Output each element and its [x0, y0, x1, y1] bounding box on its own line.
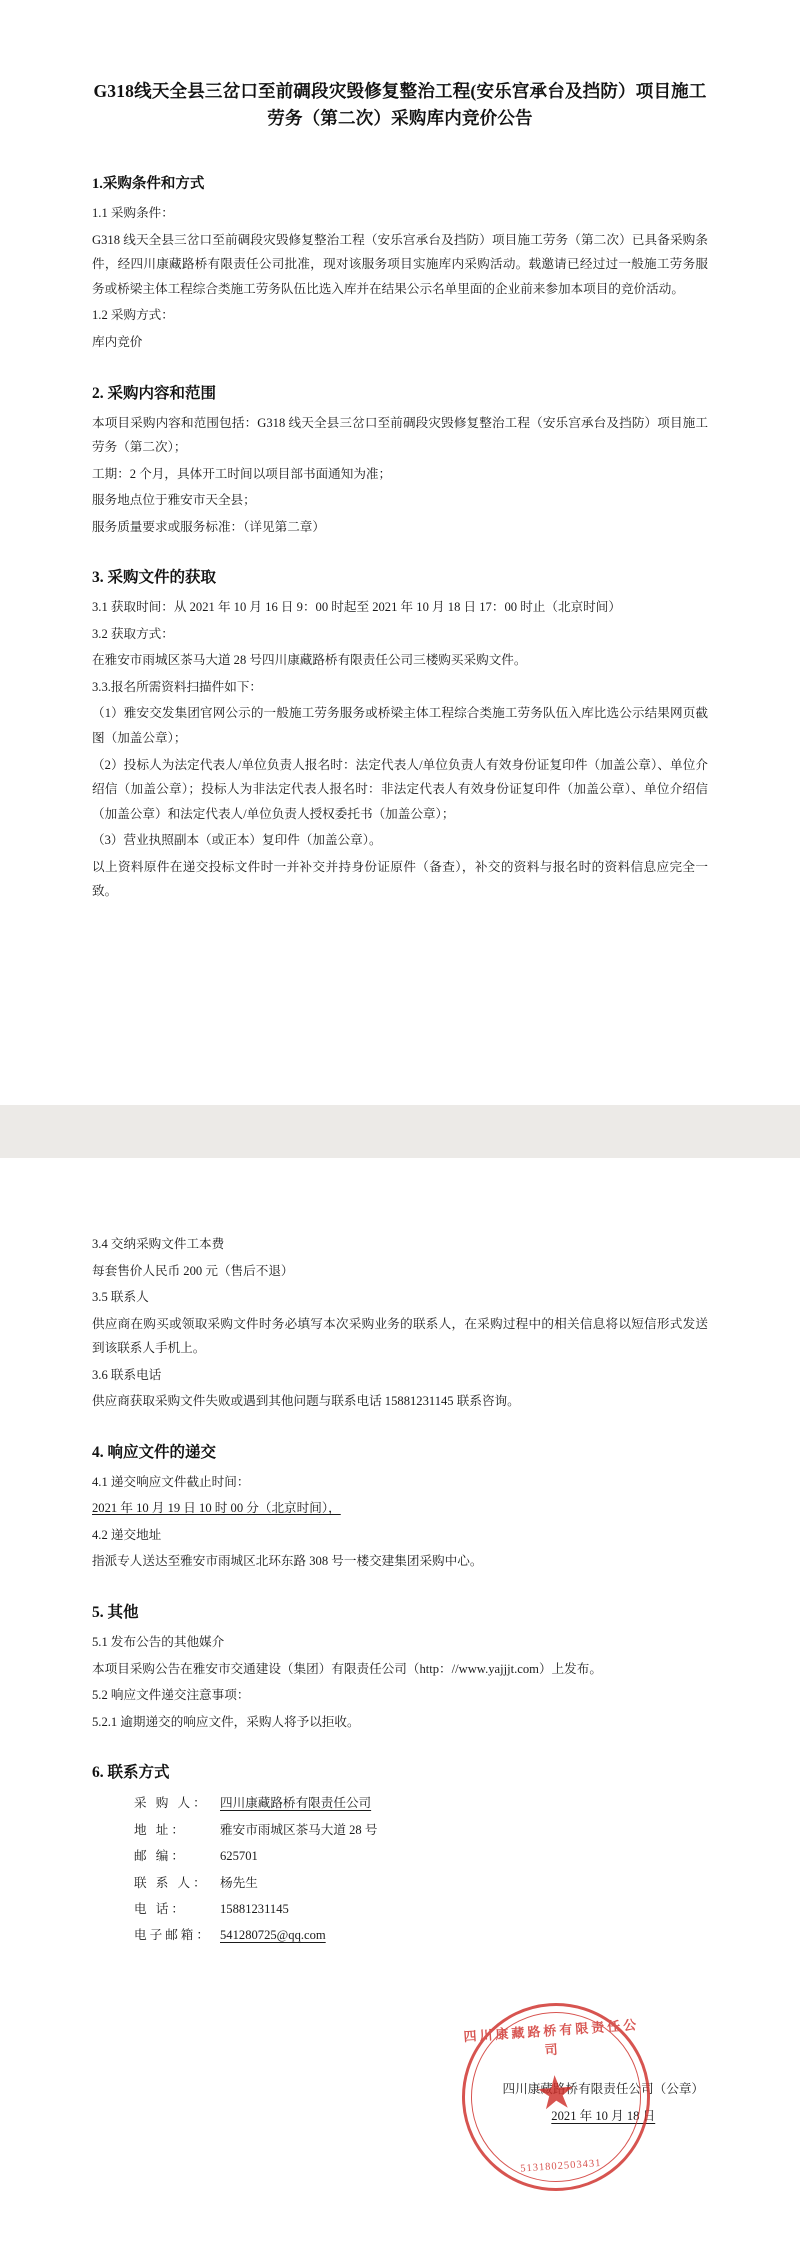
subsection-label-1-1: 1.1 采购条件：: [92, 206, 174, 221]
contact-row: [134, 1817, 708, 1843]
contact-label-postcode: 邮 编：: [134, 1849, 187, 1864]
subsection-3-6-phone: 3.6 联系电话: [92, 1367, 162, 1382]
subsection-5-1-media: 5.1 发布公告的其他媒介: [92, 1635, 225, 1650]
seal-top-text: 四川康藏路桥有限责任公司: [463, 2017, 640, 2058]
contact-value-postcode: 625701: [220, 1849, 258, 1864]
subsection-3-5-body: 供应商在购买或领取采购文件时务必填写本次采购业务的联系人，在采购过程中的相关信息将以短信形式发送到该联系人手机上。: [92, 1316, 708, 1356]
subsection-4-2-body: 指派专人送达至雅安市雨城区北环东路 308 号一楼交建集团采购中心。: [92, 1554, 483, 1569]
material-item-3: （3）营业执照副本（或正本）复印件（加盖公章）。: [92, 833, 382, 848]
contact-row: [134, 1896, 708, 1922]
contact-row: [134, 1790, 708, 1816]
contact-label-email: 电子邮箱：: [134, 1928, 212, 1943]
subsection-4-2-address-label: 4.2 递交地址: [92, 1527, 162, 1542]
subsection-3-2-method: 3.2 获取方式：: [92, 626, 174, 641]
subsection-3-2-body: 在雅安市雨城区茶马大道 28 号四川康藏路桥有限责任公司三楼购买采购文件。: [92, 653, 527, 668]
scope-paragraph-4: 服务质量要求或服务标准：（详见第二章）: [92, 519, 325, 534]
material-item-2: （2）投标人为法定代表人/单位负责人报名时：法定代表人/单位负责人有效身份证复印件（加盖公章）、单位介绍信（加盖公章）；投标人为非法定代表人报名时：非法定代表人有效身份证复印件（加盖公章）、单位介绍信（加盖公章）和法定代表人/单位负责人授权委托书（加盖公章）；: [92, 757, 708, 821]
contact-label-address: 地 址：: [134, 1822, 187, 1837]
section-heading-scope: 2. 采购内容和范围: [92, 384, 217, 402]
star-icon: ★: [533, 2065, 579, 2120]
subsection-label-1-2: 1.2 采购方式：: [92, 308, 174, 323]
subsection-5-1-body: 本项目采购公告在雅安市交通建设（集团）有限责任公司（http：//www.yajjjt.com）上发布。: [92, 1661, 602, 1676]
contact-label-phone: 电 话：: [134, 1901, 187, 1916]
subsection-3-6-body: 供应商获取采购文件失败或遇到其他问题与联系电话 15881231145 联系咨询。: [92, 1394, 520, 1409]
subsection-3-4-fee: 3.4 交纳采购文件工本费: [92, 1237, 225, 1251]
seal-bottom-text: 5131802503431: [519, 2158, 602, 2175]
contact-value-purchaser: 四川康藏路桥有限责任公司: [220, 1796, 372, 1811]
subsection-3-4-body: 每套售价人民币 200 元（售后不退）: [92, 1263, 294, 1278]
document-page-1: [0, 0, 800, 1105]
section-heading-submission: 4. 响应文件的递交: [92, 1443, 217, 1461]
page-separator: [0, 1105, 800, 1158]
subsection-3-3-materials: 3.3.报名所需资料扫描件如下：: [92, 679, 263, 694]
contact-table: [134, 1790, 708, 1949]
section-heading-purchase-conditions: 1.采购条件和方式: [92, 176, 205, 193]
contact-label-person: 联 系 人：: [134, 1875, 209, 1890]
contact-row: [134, 1922, 708, 1948]
section-heading-contact-info: 6. 联系方式: [92, 1764, 170, 1782]
page-title: G318线天全县三岔口至前碉段灾毁修复整治工程(安乐宫承台及挡防）项目施工劳务（第二次）采购库内竞价公告: [93, 81, 707, 129]
document-page-2: [0, 1158, 800, 2263]
material-item-1: （1）雅安交发集团官网公示的一般施工劳务服务或桥梁主体工程综合类施工劳务队伍入库比选公示结果网页截图（加盖公章）；: [92, 706, 708, 745]
contact-value-email: 541280725@qq.com: [220, 1928, 326, 1943]
subsection-body-1-2: 库内竞价: [92, 334, 143, 349]
signature-company: 四川康藏路桥有限责任公司（公章）: [502, 2081, 704, 2096]
company-seal-stamp: [456, 1997, 657, 2198]
contact-value-phone: 15881231145: [220, 1901, 289, 1916]
subsection-3-5-contact: 3.5 联系人: [92, 1290, 149, 1305]
contact-value-person: 杨先生: [220, 1875, 258, 1890]
section-heading-document-acquisition: 3. 采购文件的获取: [92, 569, 217, 587]
contact-row: [134, 1843, 708, 1869]
scope-paragraph-3: 服务地点位于雅安市天全县；: [92, 493, 256, 508]
scope-paragraph-1: 本项目采购内容和范围包括：G318 线天全县三岔口至前碉段灾毁修复整治工程（安乐宫承台及挡防）项目施工劳务（第二次）；: [92, 415, 708, 455]
contact-row: [134, 1870, 708, 1896]
subsection-3-1-time: 3.1 获取时间：从 2021 年 10 月 16 日 9：00 时起至 2021 年 10 月 18 日 17：00 时止（北京时间）: [92, 600, 621, 615]
section-heading-other: 5. 其他: [92, 1604, 139, 1622]
signature-date: 2021 年 10 月 18 日: [551, 2109, 656, 2124]
subsection-5-2-1-body: 5.2.1 逾期递交的响应文件，采购人将予以拒收。: [92, 1714, 360, 1729]
subsection-body-1-1: G318 线天全县三岔口至前碉段灾毁修复整治工程（安乐宫承台及挡防）项目施工劳务（第二次）已具备采购条件，经四川康藏路桥有限责任公司批准，现对该服务项目实施库内采购活动。载邀请已经过过一般施工劳务服务或桥梁主体工程综合类施工劳务队伍比选入库并在结果公示名单里面的企业前来参加本项目的竞价活动。: [92, 232, 708, 296]
subsection-5-2-notice: 5.2 响应文件递交注意事项：: [92, 1688, 250, 1703]
contact-value-address: 雅安市雨城区茶马大道 28 号: [220, 1822, 378, 1837]
subsection-4-1-body: 2021 年 10 月 19 日 10 时 00 分（北京时间），: [92, 1501, 341, 1516]
material-note: 以上资料原件在递交投标文件时一并补交并持身份证原件（备查），补交的资料与报名时的资料信息应完全一致。: [92, 859, 708, 899]
scope-paragraph-2: 工期：2 个月，具体开工时间以项目部书面通知为准；: [92, 466, 392, 481]
subsection-4-1-deadline: 4.1 递交响应文件截止时间：: [92, 1474, 250, 1489]
contact-label-purchaser: 采 购 人：: [134, 1796, 209, 1811]
